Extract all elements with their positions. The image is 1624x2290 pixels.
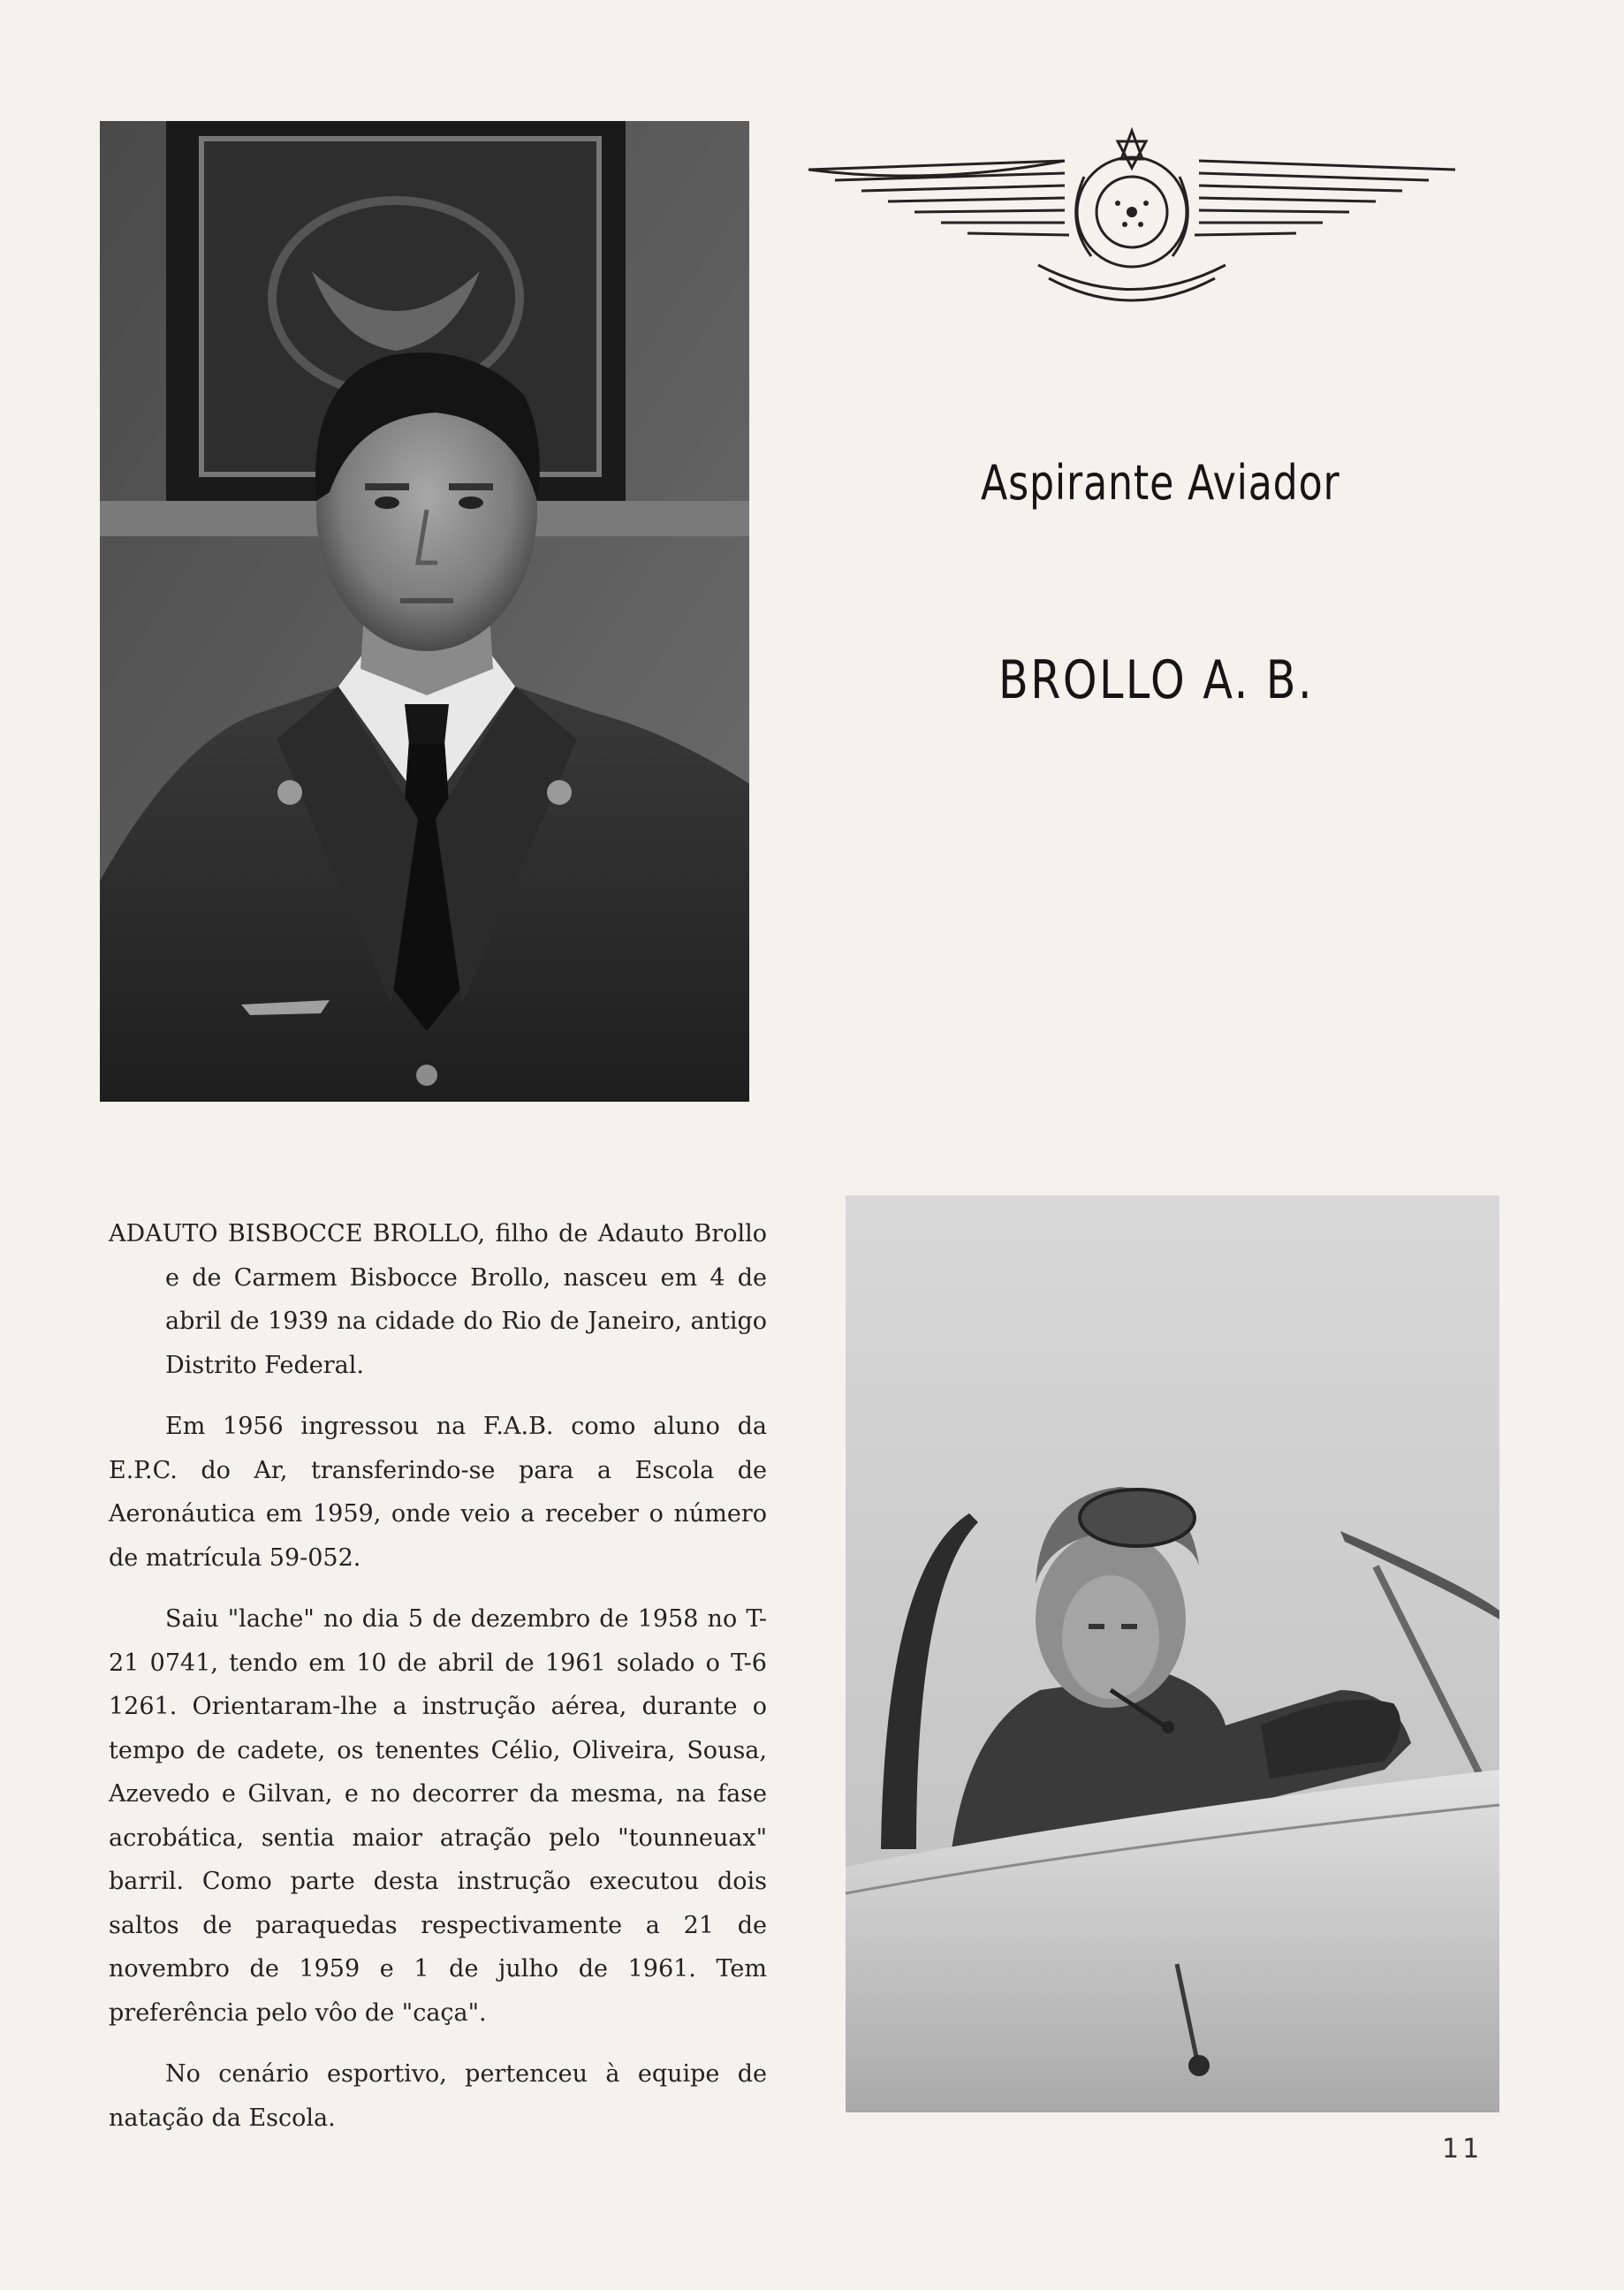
bio-paragraph: ADAUTO BISBOCCE BROLLO, filho de Adauto Brollo e de Carmem Bisbocce Brollo, nasceu em 4 de abril de 1939 na cidade do Rio de Janeiro, antigo Distrito Federal. [109,1220,767,1379]
cockpit-photo [846,1195,1499,2112]
bio-paragraph: No cenário esportivo, pertenceu à equipe de natação da Escola. [109,2060,767,2132]
bio-paragraph: Em 1956 ingressou na F.A.B. como aluno da E.P.C. do Ar, transferindo-se para a Escola de Aeronáutica em 1959, onde veio a receber o número de matrícula 59-052. [109,1413,767,1572]
biography-text [109,1212,767,2157]
portrait-photo [100,121,749,1102]
bio-paragraph: Saiu "lache" no dia 5 de dezembro de 1958 no T-21 0741, tendo em 10 de abril de 1961 solado o T-6 1261. Orientaram-lhe a instrução aérea, durante o tempo de cadete, os tenentes Célio, Oliveira, Sousa, Azevedo e Gilvan, e no decorrer da mesma, na fase acrobática, sentia maior atração pelo "tounneuax" barril. Como parte desta instrução executou dois saltos de paraquedas respectivamente a 21 de novembro de 1959 e 1 de julho de 1961. Tem preferência pelo vôo de "caça". [109,1605,767,2027]
rank-title: Aspirante Aviador [981,455,1340,511]
cadet-name: BROLLO A. B. [998,649,1315,711]
page-number: 11 [1442,2134,1484,2165]
air-force-wings-icon [800,124,1464,322]
